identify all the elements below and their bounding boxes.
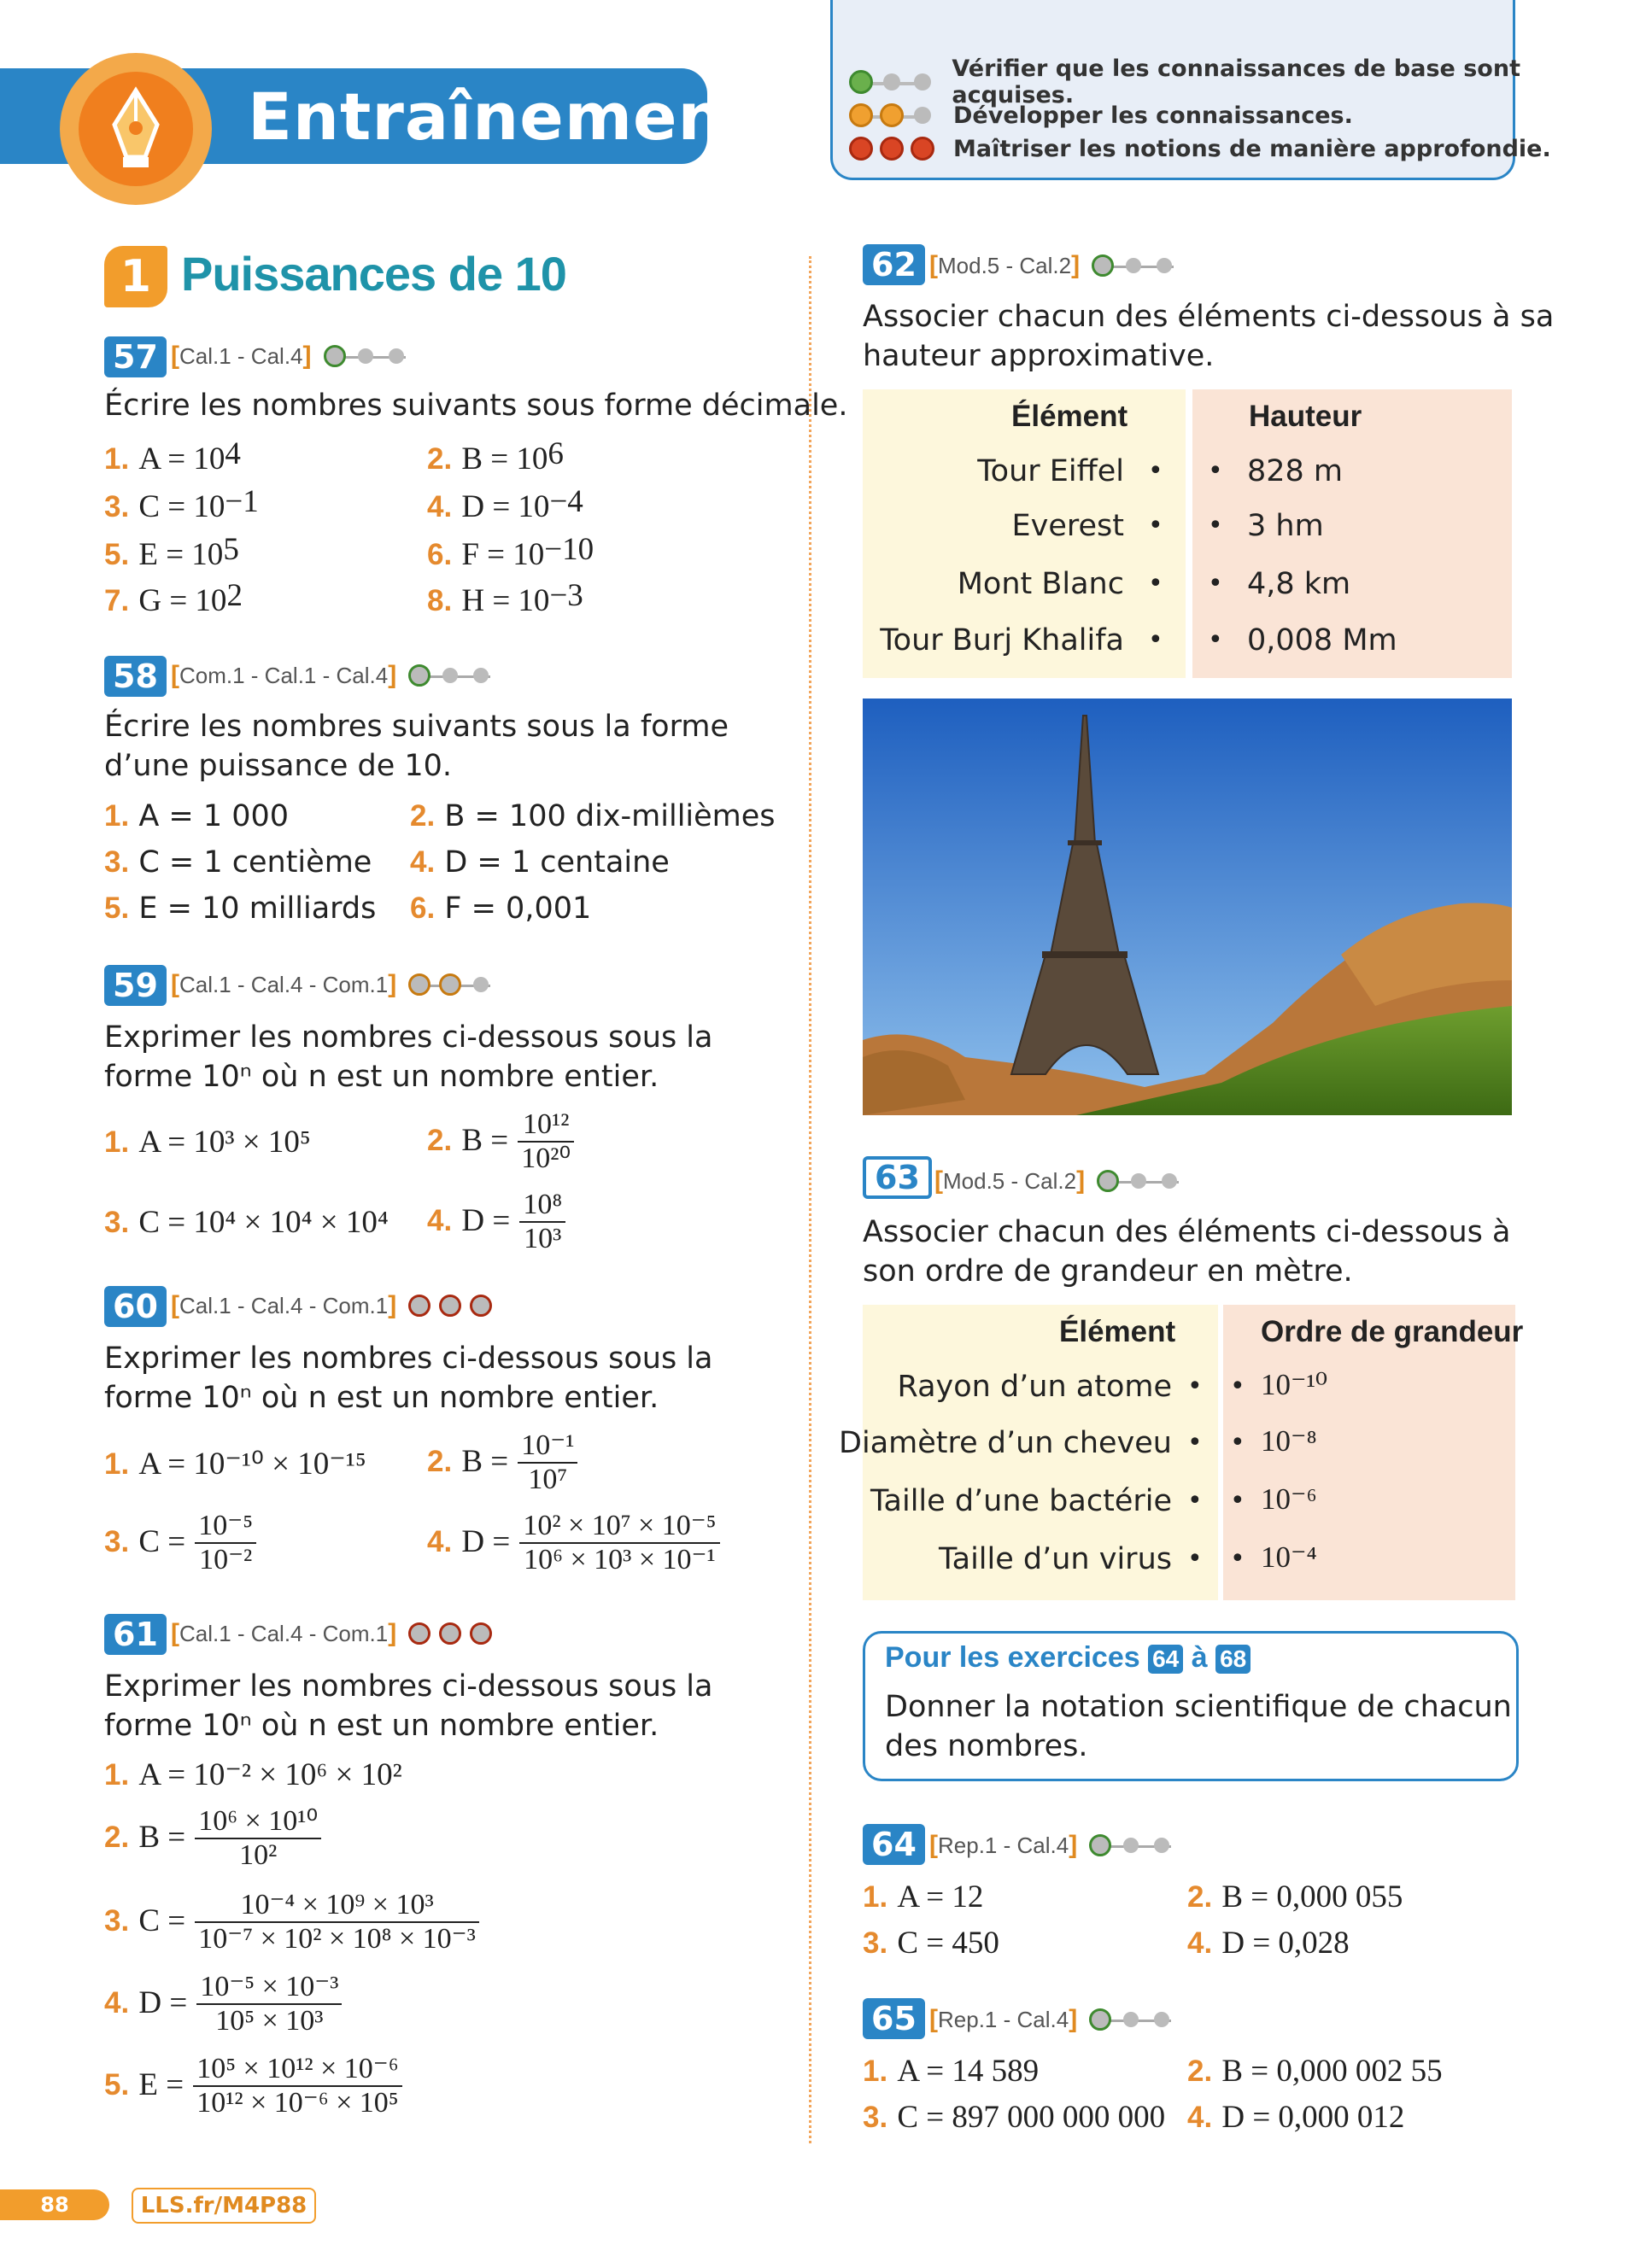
exercise-57-tag: [ Cal.1 - Cal.4 ] [171,342,416,371]
ex64-item-1: 1. A = 12 [863,1879,984,1914]
ex63-left-2: Diamètre d’un cheveu [839,1426,1172,1460]
bullet-dot: • [1187,1544,1203,1574]
ex62-right-2: 3 hm [1247,509,1324,543]
ex63-col2-head: Ordre de grandeur [1261,1315,1524,1348]
ex58-item-5: 5. E = 10 milliards [104,891,377,926]
exercise-61-instruction-2: forme 10ⁿ où n est un nombre entier. [104,1709,659,1743]
ex57-item-4: 4. $D = 10^{-4}$ [427,484,583,524]
bullet-dot: • [1208,569,1223,599]
lls-link[interactable]: LLS.fr/M4P88 [132,2188,316,2224]
eiffel-tower-photo [863,699,1512,1115]
exercise-64-tag: [ Rep.1 - Cal.4 ] [929,1831,1181,1860]
ex61-q5: 5. E = $\frac{\text{10⁵ × 10¹² × 10⁻⁶}}{\text{10¹² × 10⁻⁶ × 10⁵}}$ [104,2053,402,2119]
ex63-right-4: 10⁻⁴ [1261,1540,1317,1574]
exercise-60-tag: [ Cal.1 - Cal.4 - Com.1 ] [171,1291,501,1320]
bullet-dot: • [1230,1544,1245,1574]
ex63-left-4: Taille d’un virus [939,1542,1172,1576]
ex62-col1-head: Élément [1011,400,1128,433]
badge-64: 64 [1148,1645,1183,1674]
bullet-dot: • [1230,1428,1245,1458]
ex58-item-4: 4. D = 1 centaine [410,845,670,880]
ex59-q3: 3. C = 10⁴ × 10⁴ × 10⁴ [104,1205,389,1240]
level-3-text: Maîtriser les notions de manière approfondie. [953,135,1551,162]
level-1-text: Vérifier que les connaissances de base sont acquises. [952,56,1520,108]
section-number: 1 [104,246,167,307]
ex58-item-2: 2. B = 100 dix-millièmes [410,799,776,833]
ex58-item-6: 6. F = 0,001 [410,891,592,926]
exercise-62-instruction-2: hauteur approximative. [863,339,1215,373]
bullet-dot: • [1148,456,1163,486]
exercise-63-number: 63 [863,1156,932,1199]
ex63-col1-head: Élément [1059,1315,1176,1348]
exercise-58-number: 58 [104,656,167,697]
page-number: 88 [0,2189,109,2220]
ex64-item-2: 2. B = 0,000 055 [1187,1879,1403,1914]
ex62-left-3: Mont Blanc [957,567,1124,601]
ex57-item-2: 2. $B = 10^6$ [427,436,564,476]
ex62-right-1: 828 m [1247,454,1344,488]
ex61-q3: 3. C = $\frac{\text{10⁻⁴ × 10⁹ × 10³}}{\text{10⁻⁷ × 10² × 10⁸ × 10⁻³}}$ [104,1889,479,1955]
exercise-65-number: 65 [863,1998,925,2039]
exercise-62-number: 62 [863,244,925,285]
ex63-right-1: 10⁻¹⁰ [1261,1368,1327,1401]
bullet-dot: • [1148,511,1163,541]
ex58-item-3: 3. C = 1 centième [104,845,372,880]
bullet-dot: • [1230,1371,1245,1401]
ex60-q3: 3. C = $\frac{\text{10⁻⁵}}{\text{10⁻²}}$ [104,1510,256,1576]
ex63-left-3: Taille d’une bactérie [870,1484,1172,1518]
bullet-dot: • [1208,625,1223,655]
exercise-59-instruction-1: Exprimer les nombres ci-dessous sous la [104,1020,713,1055]
section-title: Puissances de 10 [181,247,566,301]
ex62-right-3: 4,8 km [1247,567,1351,601]
ex62-col2-head: Hauteur [1249,400,1362,433]
ex65-item-4: 4. D = 0,000 012 [1187,2100,1405,2135]
ex65-item-2: 2. B = 0,000 002 55 [1187,2054,1443,2089]
bullet-dot: • [1208,456,1223,486]
badge-68: 68 [1215,1645,1250,1674]
exercise-58-instruction-2: d’une puissance de 10. [104,749,453,783]
exercise-63-instruction-1: Associer chacun des éléments ci-dessous à [863,1215,1511,1249]
bullet-dot: • [1208,511,1223,541]
ex63-right-2: 10⁻⁸ [1261,1424,1317,1458]
ex57-item-5: 5. $E = 10^5$ [104,532,239,572]
bullet-dot: • [1230,1486,1245,1516]
ex59-q2: 2. B = $\frac{\text{10¹²}}{\text{10²⁰}}$ [427,1108,574,1175]
ex58-item-1: 1. A = 1 000 [104,799,290,833]
info-box-title: Pour les exercices 64 à 68 [885,1641,1250,1675]
ex60-q1: 1. A = 10⁻¹⁰ × 10⁻¹⁵ [104,1447,366,1482]
bullet-dot: • [1187,1428,1203,1458]
ex59-q1: 1. A = 10³ × 10⁵ [104,1125,311,1160]
exercise-60-instruction-1: Exprimer les nombres ci-dessous sous la [104,1342,713,1376]
exercise-58-tag: [ Com.1 - Cal.1 - Cal.4 ] [171,661,501,690]
exercise-63-tag: [ Mod.5 - Cal.2 ] [934,1166,1189,1195]
info-box-line-2: des nombres. [885,1729,1088,1763]
level-row-1 [849,56,1640,108]
level-row-2 [849,102,1353,129]
exercise-57-number: 57 [104,336,167,377]
level-row-3 [849,135,1551,162]
ex62-left-2: Everest [1011,509,1124,543]
exercise-59-number: 59 [104,965,167,1006]
ex59-q4: 4. D = $\frac{\text{10⁸}}{\text{10³}}$ [427,1189,565,1255]
ex61-q1: 1. A = 10⁻² × 10⁶ × 10² [104,1757,402,1792]
exercise-62-tag: [ Mod.5 - Cal.2 ] [929,251,1184,280]
ex64-item-3: 3. C = 450 [863,1926,999,1961]
ex65-item-1: 1. A = 14 589 [863,2054,1040,2089]
bullet-dot: • [1148,625,1163,655]
exercise-59-instruction-2: forme 10ⁿ où n est un nombre entier. [104,1060,659,1094]
exercise-61-instruction-1: Exprimer les nombres ci-dessous sous la [104,1669,713,1704]
bullet-dot: • [1187,1486,1203,1516]
pen-nib-icon [79,72,193,186]
ex65-item-3: 3. C = 897 000 000 000 [863,2100,1166,2135]
ex57-item-7: 7. $G = 10^2$ [104,578,243,618]
ex64-item-4: 4. D = 0,028 [1187,1926,1350,1961]
ex60-q4: 4. D = $\frac{\text{10² × 10⁷ × 10⁻⁵}}{\text{10⁶ × 10³ × 10⁻¹}}$ [427,1510,720,1576]
exercise-59-tag: [ Cal.1 - Cal.4 - Com.1 ] [171,970,501,999]
exercise-61-number: 61 [104,1614,167,1655]
bullet-dot: • [1187,1371,1203,1401]
exercise-62-instruction-1: Associer chacun des éléments ci-dessous à sa [863,300,1555,334]
ex60-q2: 2. B = $\frac{\text{10⁻¹}}{\text{10⁷}}$ [427,1429,577,1496]
exercise-65-tag: [ Rep.1 - Cal.4 ] [929,2005,1181,2034]
ex63-left-1: Rayon d’un atome [897,1370,1172,1404]
exercise-63-instruction-2: son ordre de grandeur en mètre. [863,1254,1353,1289]
ex57-item-8: 8. $H = 10^{-3}$ [427,578,583,618]
ex62-left-1: Tour Eiffel [977,454,1124,488]
exercise-58-instruction-1: Écrire les nombres suivants sous la forme [104,710,729,744]
exercise-61-tag: [ Cal.1 - Cal.4 - Com.1 ] [171,1619,501,1648]
ex62-right-4: 0,008 Mm [1247,623,1397,658]
exercise-60-instruction-2: forme 10ⁿ où n est un nombre entier. [104,1381,659,1415]
ex57-item-6: 6. $F = 10^{-10}$ [427,532,594,572]
column-divider [809,256,811,2143]
level-2-text: Développer les connaissances. [953,102,1353,129]
ex61-q2: 2. B = $\frac{\text{10⁶ × 10¹⁰}}{\text{10²}}$ [104,1805,321,1872]
ex62-left-4: Tour Burj Khalifa [880,623,1124,658]
ex57-item-3: 3. $C = 10^{-1}$ [104,484,259,524]
exercise-64-number: 64 [863,1824,925,1865]
ex57-item-1: 1. $A = 10^4$ [104,436,241,476]
exercise-60-number: 60 [104,1286,167,1327]
page-title: Entraînement [248,79,757,155]
info-box-line-1: Donner la notation scientifique de chacun [885,1690,1512,1724]
bullet-dot: • [1148,569,1163,599]
ex63-right-3: 10⁻⁶ [1261,1482,1317,1516]
ex61-q4: 4. D = $\frac{\text{10⁻⁵ × 10⁻³}}{\text{10⁵ × 10³}}$ [104,1971,342,2037]
exercise-57-instruction: Écrire les nombres suivants sous forme décimale. [104,389,848,423]
